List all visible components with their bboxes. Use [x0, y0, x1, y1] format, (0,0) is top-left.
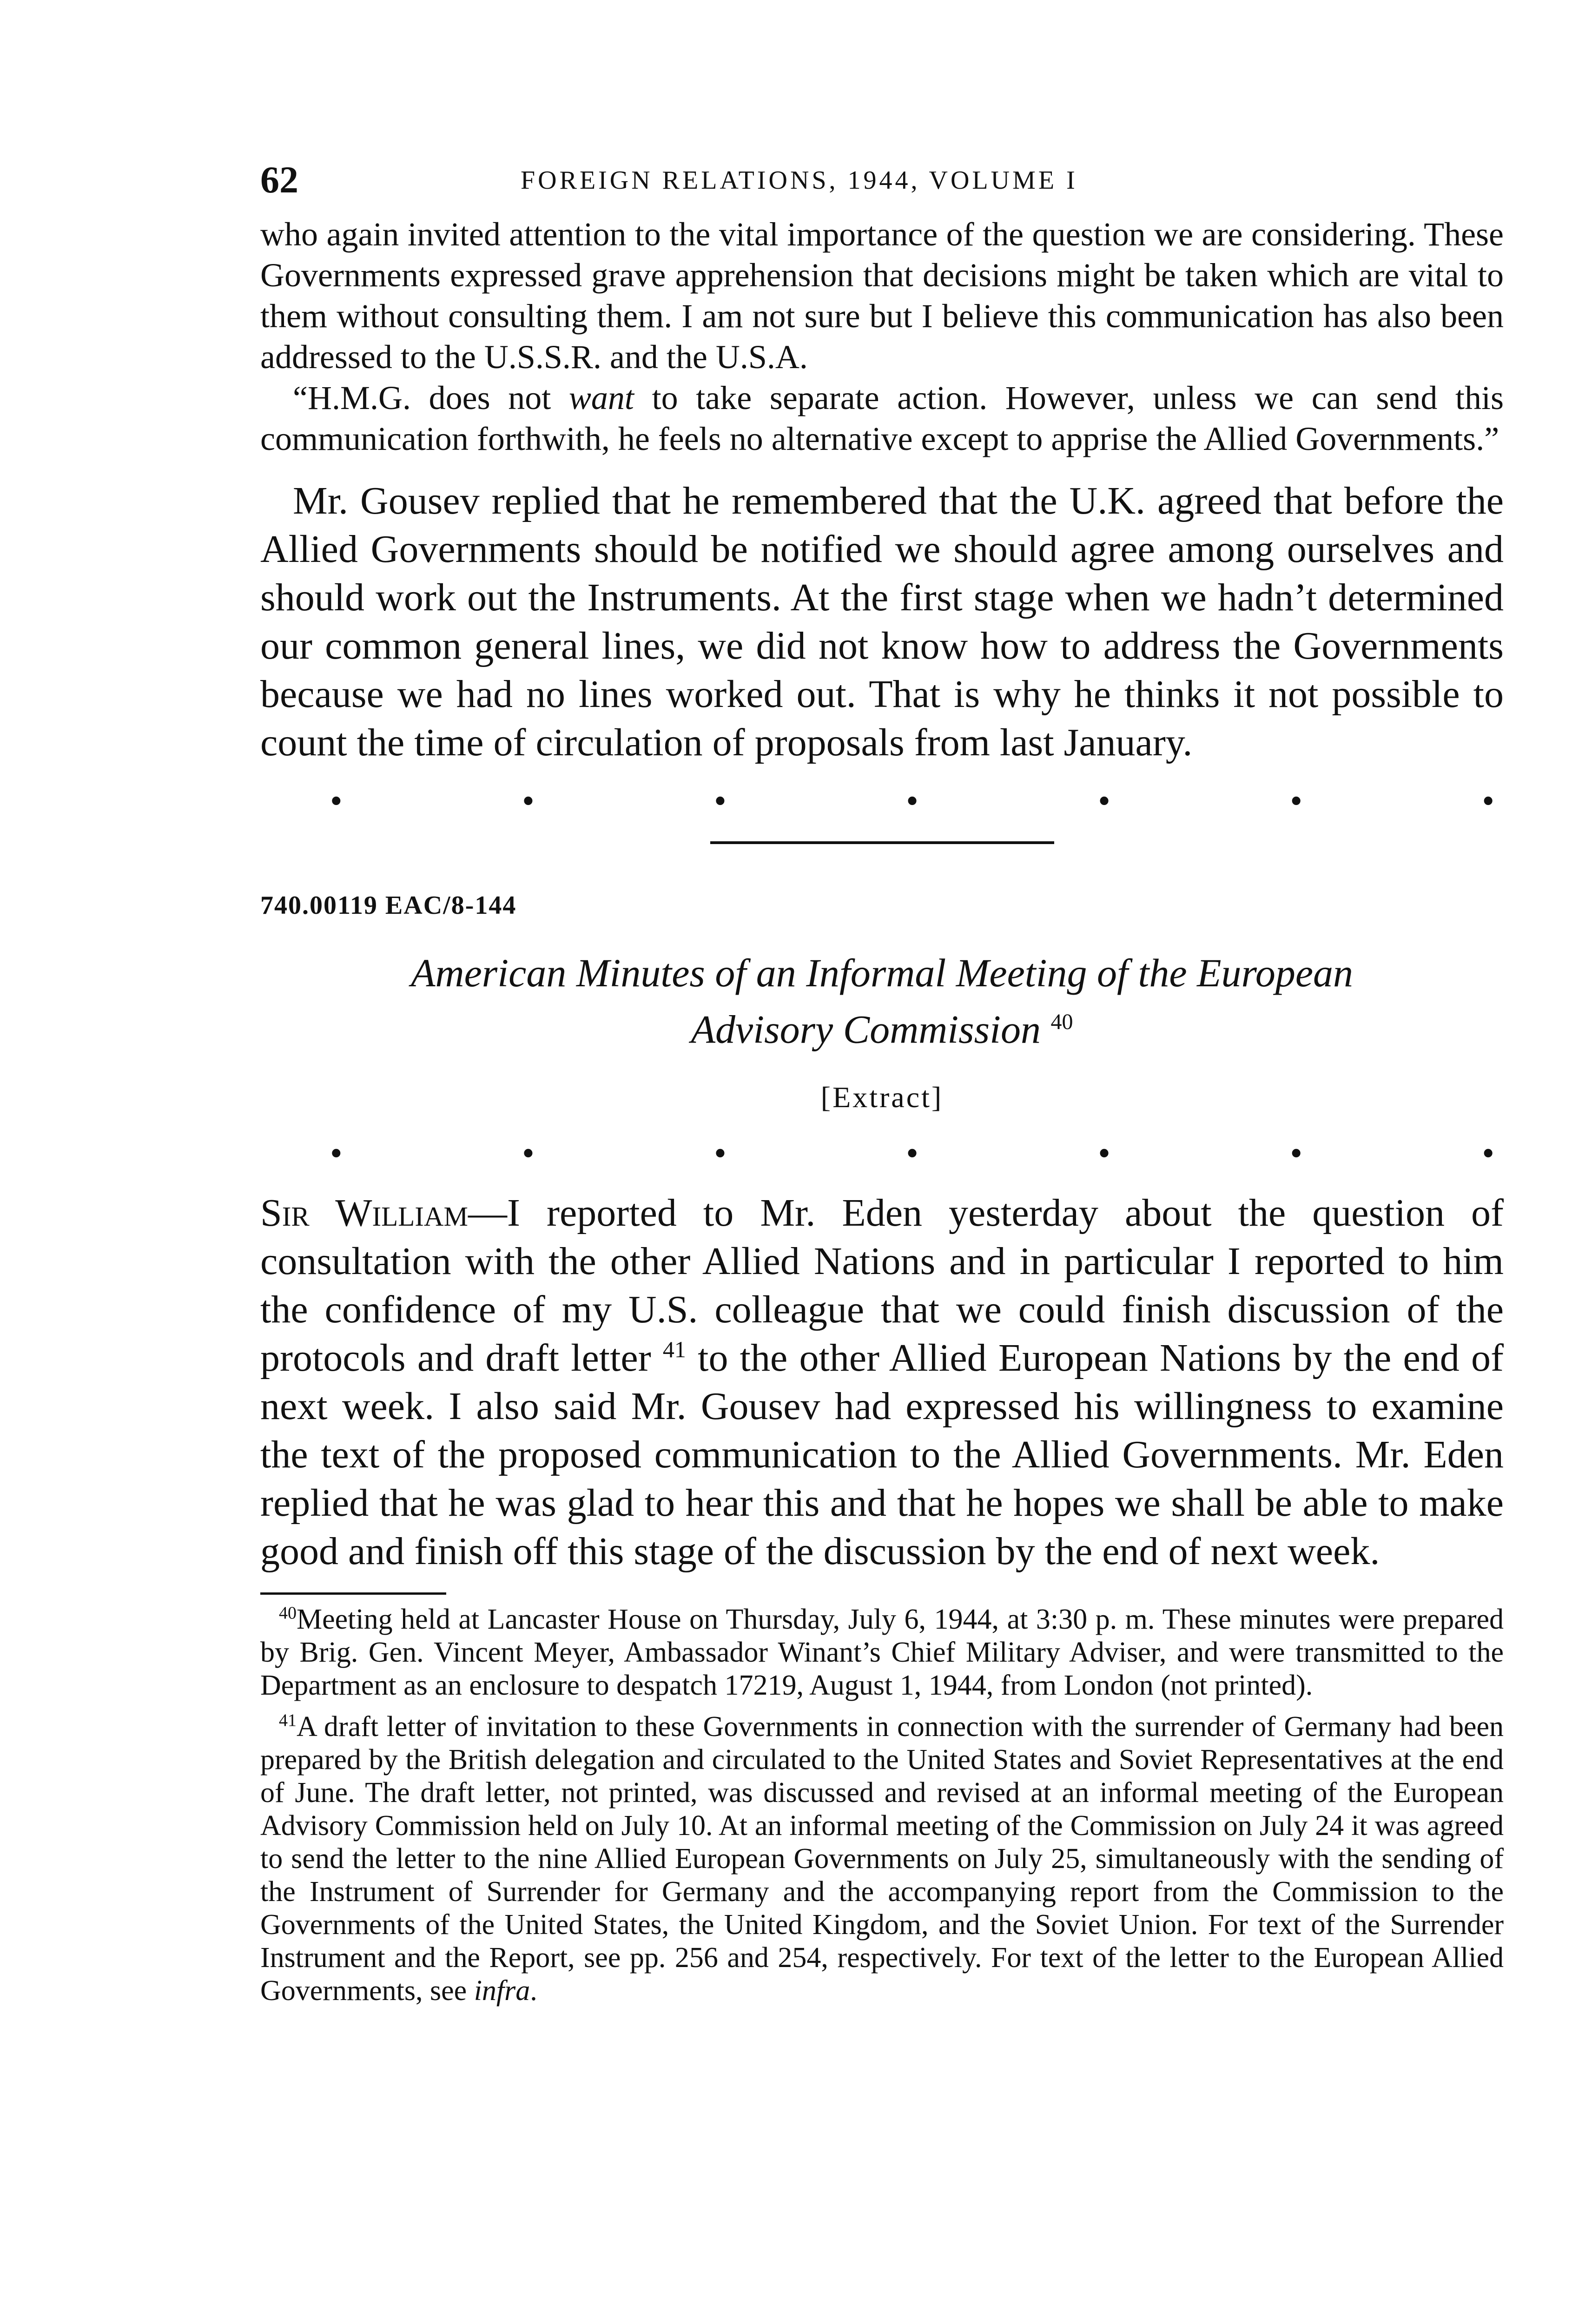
- title-line-2-text: Advisory Commission: [691, 1007, 1041, 1052]
- footnote-41-end: .: [530, 1974, 537, 2007]
- footnote-ref-41: 41: [662, 1336, 686, 1362]
- ellipsis-dot: •: [1482, 781, 1494, 820]
- document-title: [260, 948, 1504, 1054]
- ellipsis-dot: •: [1098, 1133, 1110, 1173]
- ellipsis-dot: •: [906, 781, 918, 820]
- ellipsis-dot: •: [522, 781, 535, 820]
- ellipsis-dot: •: [1290, 781, 1302, 820]
- ellipsis-dot: •: [1098, 781, 1110, 820]
- ellipsis-row-2: [260, 1133, 1504, 1175]
- ellipsis-dot: •: [714, 1133, 727, 1173]
- file-number: 740.00119 EAC/8-144: [260, 891, 517, 920]
- quote-paragraph-2-rest: to take separate action. However, unless we can send this communication forthwith, he feels no alternative except to apprise the Allied Governments.”: [260, 379, 1504, 457]
- quote-paragraph-2: [260, 377, 1504, 459]
- page-number: 62: [260, 158, 298, 201]
- ellipsis-row-1: [260, 781, 1504, 823]
- section-divider: [710, 841, 1054, 844]
- footnote-41-text: A draft letter of invitation to these Governments in connection with the surrender of Germany had been prepared by the British delegation and circulated to the United States and Soviet Representatives at the end of June. The draft letter, not printed, was discussed and revised at an informal meeting of the European Advisory Commission held on July 10. At an informal meeting of the Commission on July 24 it was agreed to send the letter to the nine Allied European Governments on July 25, simultaneously with the sending of the Instrument of Surrender for Germany and the accompanying report from the Commission to the Governments of the United States, the United Kingdom, and the Soviet Union. For text of the Surrender Instrument and the Report, see pp. 256 and 254, respectively. For text of the letter to the European Allied Governments, see: [260, 1710, 1504, 2007]
- speech-part-1: —I reported to Mr. Eden yesterday about the question of consultation with the other Allied Nations and in particular I reported to him the confidence of my U.S. colleague that we could finish discussion of the protocols and draft letter: [260, 1191, 1504, 1380]
- footnote-40-mark: 40: [279, 1603, 297, 1623]
- gousev-paragraph: Mr. Gousev replied that he remembered that the U.K. agreed that before the Allied Governments should be notified we should agree among ourselves and should work out the Instruments. At the first stage when we hadn’t determined our common general lines, we did not know how to address the Governments because we had no lines worked out. That is why he thinks it not possible to count the time of circulation of proposals from last January.: [260, 479, 1504, 764]
- ellipsis-dot: •: [522, 1133, 535, 1173]
- footnote-41-mark: 41: [279, 1710, 297, 1730]
- ellipsis-dot: •: [906, 1133, 918, 1173]
- footnote-41-emphasis: infra: [474, 1974, 530, 2007]
- quote-paragraph-2-open: “H.M.G. does not: [293, 379, 569, 416]
- running-head: FOREIGN RELATIONS, 1944, VOLUME I: [521, 166, 1078, 195]
- ellipsis-dot: •: [1290, 1133, 1302, 1173]
- ellipsis-dot: •: [330, 781, 343, 820]
- page-header: [260, 158, 1504, 209]
- document-page: [260, 158, 1504, 2007]
- ellipsis-dot: •: [714, 781, 727, 820]
- title-line-1: American Minutes of an Informal Meeting of the European: [410, 951, 1353, 995]
- sir-william-paragraph: [260, 1189, 1504, 1576]
- extract-label: [Extract]: [820, 1080, 944, 1114]
- emphasis-want: want: [568, 379, 634, 416]
- ellipsis-dot: •: [330, 1133, 343, 1173]
- quote-paragraph-1: who again invited attention to the vital importance of the question we are considering. These Governments expressed grave apprehension that decisions might be taken which are vital to them without consulting them. I am not sure but I believe this communication has also been addressed to the U.S.S.R. and the U.S.A.: [260, 216, 1504, 376]
- quoted-message: [260, 214, 1504, 459]
- ellipsis-dot: •: [1482, 1133, 1494, 1173]
- footnote-ref-40: 40: [1050, 1010, 1073, 1034]
- footnote-40-text: Meeting held at Lancaster House on Thursday, July 6, 1944, at 3:30 p. m. These minutes were prepared by Brig. Gen. Vincent Meyer, Ambassador Winant’s Chief Military Adviser, and were transmitted to the Department as an enclosure to despatch 17219, August 1, 1944, from London (not printed).: [260, 1603, 1504, 1701]
- title-line-2: [260, 997, 1504, 1054]
- footnote-divider: [260, 1592, 446, 1595]
- speech-part-2: to the other Allied European Nations by the end of next week. I also said Mr. Gousev had expressed his willingness to examine the text of the proposed communication to the Allied Governments. Mr. Eden replied that he was glad to hear this and that he hopes we shall be able to make good and finish off this stage of the discussion by the end of next week.: [260, 1336, 1504, 1573]
- speaker-name: Sir William: [260, 1191, 468, 1235]
- footnote-41: [260, 1710, 1504, 2007]
- footnote-40: [260, 1603, 1504, 1702]
